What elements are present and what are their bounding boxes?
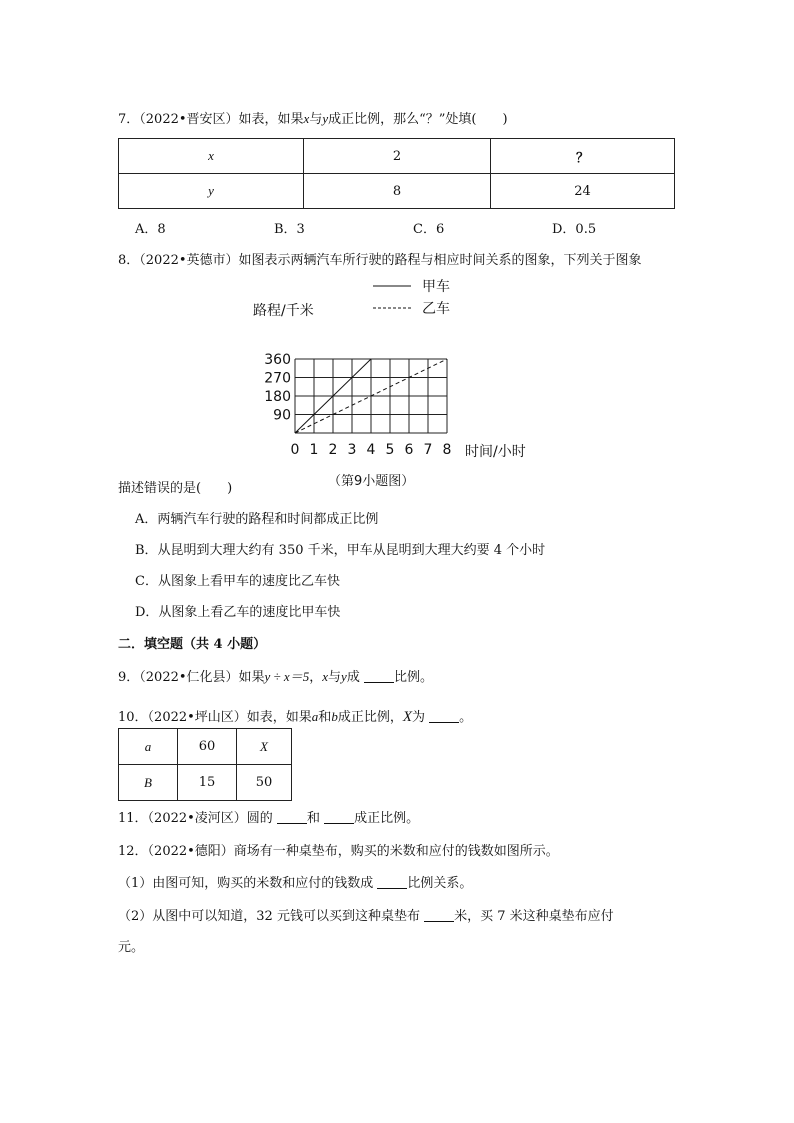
q9-answer-blank[interactable] bbox=[364, 670, 394, 683]
q9-var-x: x bbox=[322, 669, 329, 684]
q10-prefix: 10．（2022•坪山区）如表，如果 bbox=[118, 710, 312, 725]
x-tick-label: 2 bbox=[328, 442, 338, 458]
chart-xlabel: 时间/小时 bbox=[465, 444, 526, 460]
q9-mid2: 与 bbox=[328, 670, 342, 685]
table-cell: y bbox=[119, 174, 304, 209]
q10-mid: 和 bbox=[318, 710, 332, 725]
q12-answer-blank-2[interactable] bbox=[424, 909, 454, 922]
q7-mid: 与 bbox=[309, 112, 323, 127]
q12-part2-end: 元。 bbox=[118, 940, 145, 955]
legend-label: 甲车 bbox=[422, 279, 450, 295]
section-title: 二．填空题（共 4 小题） bbox=[118, 637, 267, 652]
q7-option-d[interactable]: D．0.5 bbox=[552, 222, 597, 237]
x-tick-label: 6 bbox=[404, 442, 414, 458]
y-tick-label: 270 bbox=[264, 370, 291, 387]
x-tick-label: 5 bbox=[385, 442, 395, 458]
q12-p1-after: 比例关系。 bbox=[407, 876, 473, 891]
q7-option-a[interactable]: A．8 bbox=[135, 222, 166, 237]
table-row bbox=[119, 729, 292, 765]
table-row bbox=[119, 765, 292, 801]
q11-mid: 和 bbox=[306, 811, 320, 826]
table-cell: x bbox=[119, 139, 304, 174]
x-tick-label: 1 bbox=[309, 442, 319, 458]
chart-caption: （第9小题图） bbox=[328, 474, 415, 489]
q7-stem-prefix: 7．（2022•晋安区）如表，如果 bbox=[118, 112, 304, 127]
q8-option-d[interactable]: D．从图象上看乙车的速度比甲车快 bbox=[135, 605, 341, 620]
table-cell: 2 bbox=[304, 139, 491, 174]
y-tick-label: 180 bbox=[264, 389, 291, 405]
chart-ylabel: 路程/千米 bbox=[253, 303, 314, 319]
q8-option-c[interactable]: C．从图象上看甲车的速度比乙车快 bbox=[135, 574, 340, 589]
q8-option-b[interactable]: B．从昆明到大理大约有 350 千米，甲车从昆明到大理大约要 4 个小时 bbox=[135, 543, 546, 558]
q9-var-y: y bbox=[341, 669, 347, 684]
q11-prefix: 11．（2022•凌河区）圆的 bbox=[118, 811, 273, 826]
x-tick-label: 4 bbox=[366, 442, 376, 458]
table-cell: B bbox=[119, 765, 178, 801]
q12-part1 bbox=[118, 872, 472, 891]
y-tick-label: 90 bbox=[273, 407, 291, 424]
table-cell: 60 bbox=[178, 729, 237, 765]
table-cell: 15 bbox=[178, 765, 237, 801]
x-tick-label: 8 bbox=[442, 442, 452, 458]
q10-mid2: 成正比例， bbox=[337, 710, 403, 725]
q12-stem: 12．（2022•德阳）商场有一种桌垫布，购买的米数和应付的钱数如图所示。 bbox=[118, 844, 559, 859]
q11-answer-blank-1[interactable] bbox=[277, 811, 307, 824]
q8-option-a[interactable]: A．两辆汽车行驶的路程和时间都成正比例 bbox=[135, 512, 379, 527]
legend-label: 乙车 bbox=[422, 301, 450, 317]
q9-suffix-before: 成 bbox=[346, 670, 360, 685]
table-cell: 8 bbox=[304, 174, 491, 209]
q10-suffix-before: 为 bbox=[412, 710, 426, 725]
x-tick-label: 0 bbox=[290, 442, 300, 458]
q8-stem-cont: 描述错误的是( ) bbox=[118, 481, 233, 496]
q12-p1-before: （1）由图可知，购买的米数和应付的钱数成 bbox=[118, 876, 374, 891]
q7-stem bbox=[118, 108, 508, 127]
q10-stem bbox=[118, 706, 472, 726]
q7-stem-suffix: 成正比例，那么“？”处填( ) bbox=[328, 112, 508, 127]
q7-option-b[interactable]: B．3 bbox=[274, 222, 305, 237]
x-tick-label: 3 bbox=[347, 442, 357, 458]
q10-suffix-after: 。 bbox=[459, 710, 473, 725]
table-cell: ？ bbox=[491, 139, 675, 174]
q10-var-a: a bbox=[311, 709, 319, 724]
q9-formula: y ÷ x＝5 bbox=[264, 669, 310, 684]
table-row bbox=[119, 139, 675, 174]
q7-var-x: x bbox=[303, 111, 310, 126]
q9-suffix-after: 比例。 bbox=[393, 670, 433, 685]
y-tick-label: 360 bbox=[264, 352, 291, 368]
q7-table bbox=[118, 138, 675, 209]
q11-stem bbox=[118, 807, 419, 826]
table-row bbox=[119, 174, 675, 209]
q10-var-b: b bbox=[331, 709, 338, 724]
q8-stem: 8．（2022•英德市）如图表示两辆汽车所行驶的路程与相应时间关系的图象，下列关于图象 bbox=[118, 253, 642, 268]
q12-p2-mid: 米，买 7 米这种桌垫布应付 bbox=[454, 909, 614, 924]
table-cell: 50 bbox=[237, 765, 292, 801]
q9-prefix: 9．（2022•仁化县）如果 bbox=[118, 670, 265, 685]
q11-answer-blank-2[interactable] bbox=[324, 811, 354, 824]
q9-stem bbox=[118, 666, 433, 685]
q11-suffix: 成正比例。 bbox=[354, 811, 420, 826]
q7-var-y: y bbox=[322, 111, 329, 126]
table-cell: 24 bbox=[491, 174, 675, 209]
q12-part2 bbox=[118, 905, 614, 924]
x-tick-label: 7 bbox=[423, 442, 433, 458]
q12-p2-before: （2）从图中可以知道，32 元钱可以买到这种桌垫布 bbox=[118, 909, 420, 924]
q10-answer-blank[interactable] bbox=[429, 710, 459, 723]
table-cell: a bbox=[119, 729, 178, 765]
q10-table bbox=[118, 728, 292, 801]
q10-var-X: X bbox=[402, 709, 412, 725]
q12-answer-blank-1[interactable] bbox=[377, 876, 407, 889]
q7-option-c[interactable]: C．6 bbox=[413, 222, 445, 237]
table-cell: X bbox=[237, 729, 292, 765]
chart bbox=[245, 275, 545, 465]
q9-mid: ， bbox=[309, 670, 323, 685]
